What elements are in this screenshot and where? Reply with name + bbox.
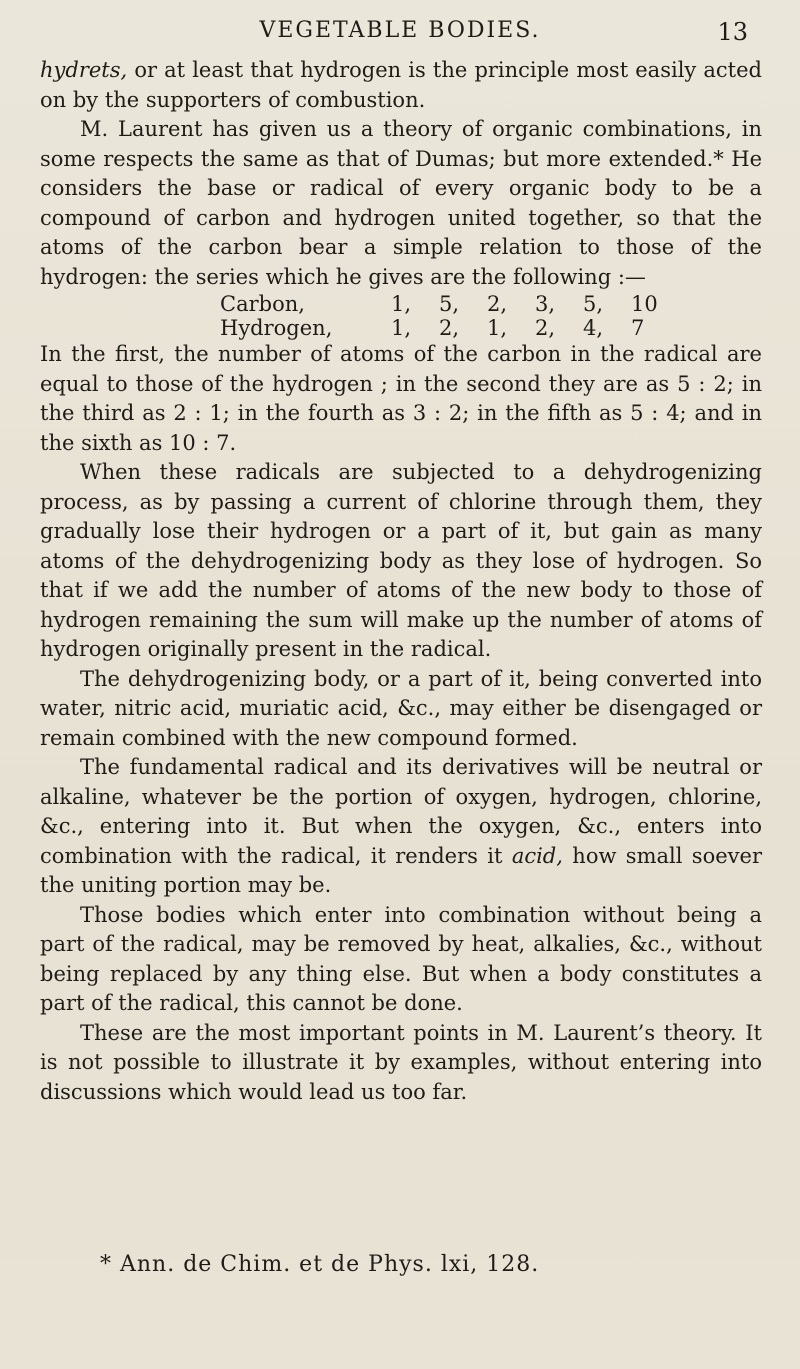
paragraph-text: In the first, the number of atoms of the carbon in the radical are equal to those of the hydrogen ; in the second they are as 5 : 2; in the third as 2 : 1; in the fourth as 3 : 2; in the fifth as 5 : 4; and in the sixth as 10 : 7.	[40, 342, 762, 455]
series-value: 4,	[583, 316, 604, 340]
paragraph-text: hydrets,	[40, 58, 128, 82]
paragraph-p3	[40, 340, 762, 458]
series-value: 1,	[487, 316, 508, 340]
text-before-table	[40, 56, 762, 292]
paragraph-text: acid,	[511, 843, 563, 868]
paragraph-text: Those bodies which enter into combination without being a part of the radical, may be removed by heat, alkalies, &c., without being replaced by any thing else. But when a body constitutes a part of the radical, this cannot be done.	[40, 902, 762, 1015]
series-label: Carbon,	[220, 292, 305, 316]
paragraph-text: When these radicals are subjected to a dehydrogenizing process, as by passing a current of chlorine through them, they gradually lose their hydrogen or a part of it, but gain as many atoms of the dehydrogenizing body as they lose of hydrogen. So that if we add the number of atoms of the new body to those of hydrogen remaining the sum will make up the number of atoms of hydrogen originally present in the radical.	[40, 460, 762, 661]
series-value: 7	[631, 316, 645, 340]
carbon-hydrogen-series-table	[220, 292, 679, 340]
running-head: VEGETABLE BODIES.	[259, 18, 541, 43]
series-value: 5,	[439, 292, 460, 316]
series-value: 2,	[535, 316, 556, 340]
series-row	[220, 292, 679, 316]
series-value: 1,	[391, 316, 412, 340]
paragraph-p6	[40, 753, 762, 901]
series-value: 10	[631, 292, 658, 316]
series-value: 5,	[583, 292, 604, 316]
footnote: * Ann. de Chim. et de Phys. lxi, 128.	[100, 1252, 540, 1277]
series-value: 2,	[487, 292, 508, 316]
paragraph-p2	[40, 115, 762, 292]
paragraph-text: or at least that hydrogen is the principle most easily acted on by the supporters of combustion.	[40, 58, 762, 112]
paragraph-text: how small soever the uniting portion may be.	[40, 843, 762, 897]
series-value: 3,	[535, 292, 556, 316]
series-value: 2,	[439, 316, 460, 340]
series-label: Hydrogen,	[220, 316, 333, 340]
paragraph-p7	[40, 901, 762, 1019]
paragraph-p1	[40, 56, 762, 115]
page-number: 13	[717, 18, 748, 46]
paragraph-p4	[40, 458, 762, 665]
text-after-table	[40, 340, 762, 1107]
paragraph-text: The dehydrogenizing body, or a part of it, being converted into water, nitric acid, muriatic acid, &c., may either be disengaged or remain combined with the new compound formed.	[40, 666, 762, 750]
paragraph-text: The fundamental radical and its derivatives will be neutral or alkaline, whatever be the portion of oxygen, hydrogen, chlorine, &c., entering into it. But when the oxygen, &c., enters into combination with the radical, it renders it	[40, 755, 762, 868]
body-text	[40, 56, 762, 1107]
series-row	[220, 316, 679, 340]
paragraph-p8	[40, 1019, 762, 1108]
paragraph-text: M. Laurent has given us a theory of organic combinations, in some respects the same as that of Dumas; but more extended.* He considers the base or radical of every organic body to be a compound of carbon and hydrogen united together, so that the atoms of the carbon bear a simple relation to those of the hydrogen: the series which he gives are the following :—	[40, 117, 762, 289]
paragraph-p5	[40, 665, 762, 754]
page-header	[40, 16, 760, 50]
paragraph-text: These are the most important points in M. Laurent’s theory. It is not possible to illustrate it by examples, without entering into discussions which would lead us too far.	[40, 1020, 762, 1104]
series-value: 1,	[391, 292, 412, 316]
